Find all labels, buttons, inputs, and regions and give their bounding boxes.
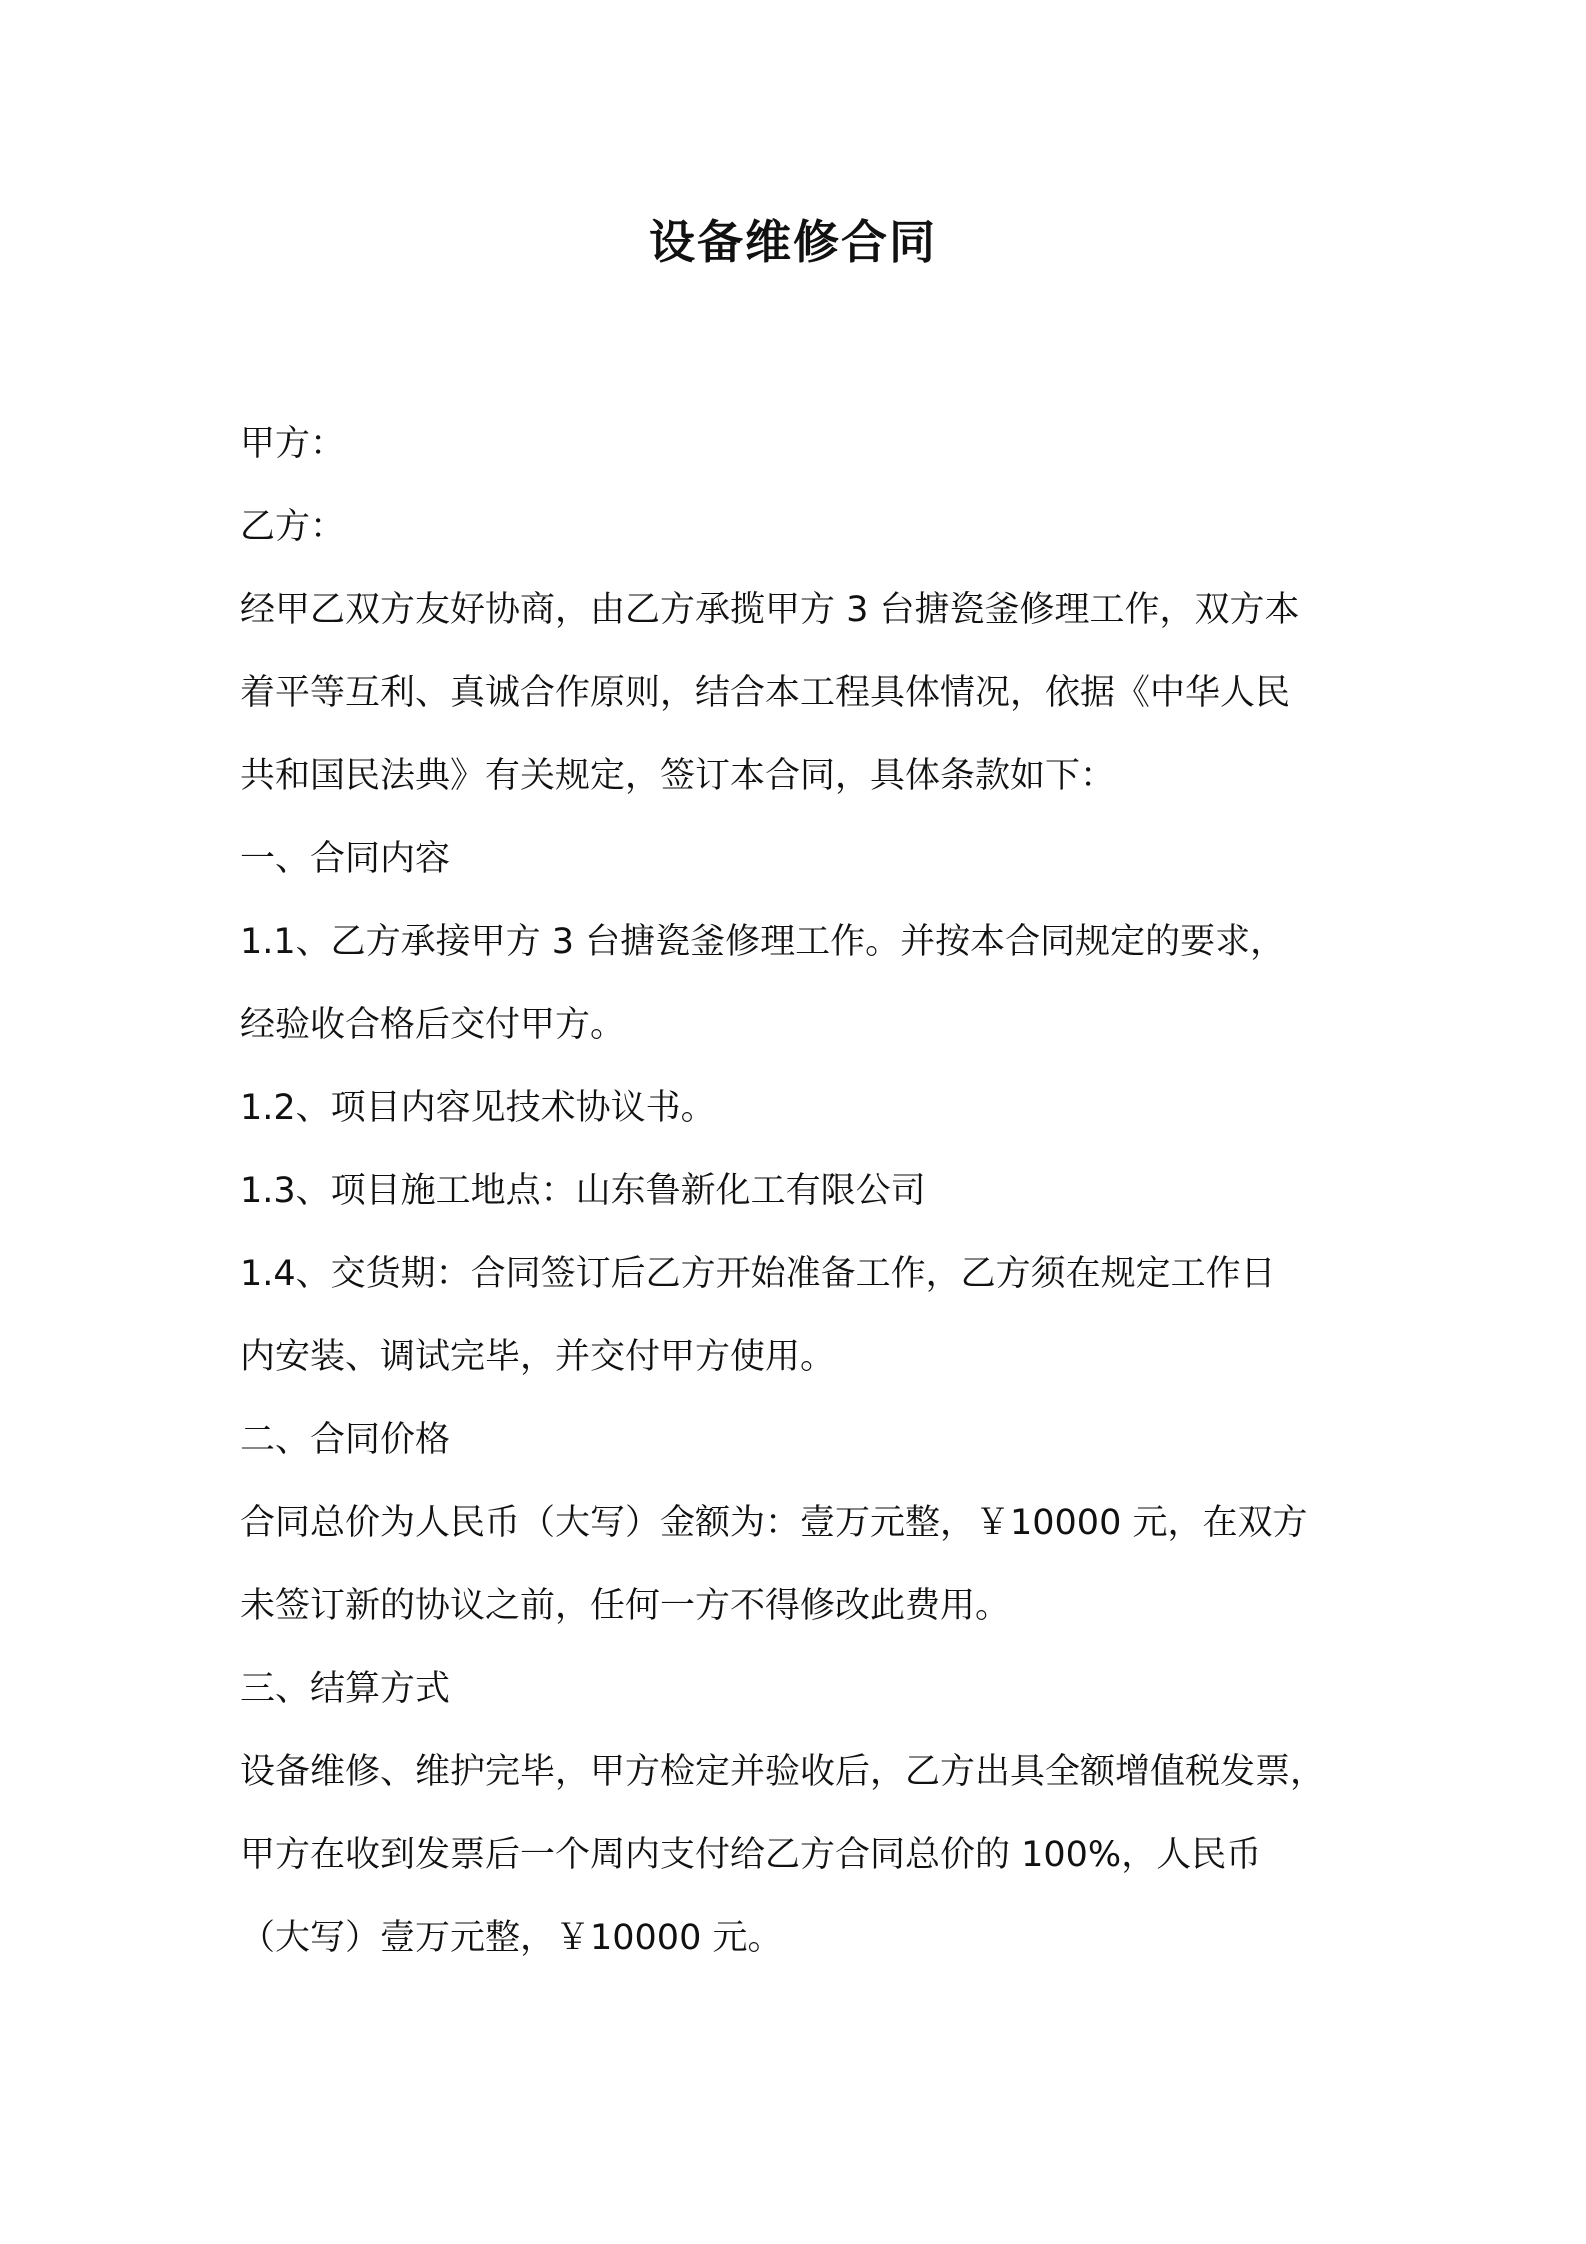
document-body [240, 403, 1360, 1980]
clause-line: 未签订新的协议之前，任何一方不得修改此费用。 [240, 1586, 1011, 1626]
section-heading: 一、合同内容 [240, 839, 451, 879]
clause-line: 设备维修、维护完毕，甲方检定并验收后，乙方出具全额增值税发票， [240, 1752, 1326, 1792]
clause-line: 合同总价为人民币（大写）金额为：壹万元整，￥10000 元，在双方 [240, 1503, 1308, 1543]
preamble-line: 共和国民法典》有关规定，签订本合同，具体条款如下： [240, 756, 1116, 796]
document-title: 设备维修合同 [649, 215, 937, 269]
party-a-line: 甲方： [240, 424, 346, 464]
preamble-line: 着平等互利、真诚合作原则，结合本工程具体情况，依据《中华人民 [240, 673, 1291, 713]
clause-line: 1.3、项目施工地点：山东鲁新化工有限公司 [240, 1171, 926, 1211]
section-heading: 三、结算方式 [240, 1669, 451, 1709]
section-heading: 二、合同价格 [240, 1420, 451, 1460]
clause-line: 1.4、交货期：合同签订后乙方开始准备工作，乙方须在规定工作日 [240, 1254, 1276, 1294]
clause-line: 内安装、调试完毕，并交付甲方使用。 [240, 1337, 836, 1377]
clause-line: 经验收合格后交付甲方。 [240, 1005, 626, 1045]
clause-line: 1.1、乙方承接甲方 3 台搪瓷釜修理工作。并按本合同规定的要求， [240, 922, 1286, 962]
party-b-line: 乙方： [240, 507, 346, 547]
preamble-line: 经甲乙双方友好协商，由乙方承揽甲方 3 台搪瓷釜修理工作，双方本 [240, 590, 1300, 630]
clause-line: （大写）壹万元整，￥10000 元。 [240, 1918, 783, 1958]
clause-line: 甲方在收到发票后一个周内支付给乙方合同总价的 100%，人民币 [240, 1835, 1262, 1875]
clause-line: 1.2、项目内容见技术协议书。 [240, 1088, 716, 1128]
